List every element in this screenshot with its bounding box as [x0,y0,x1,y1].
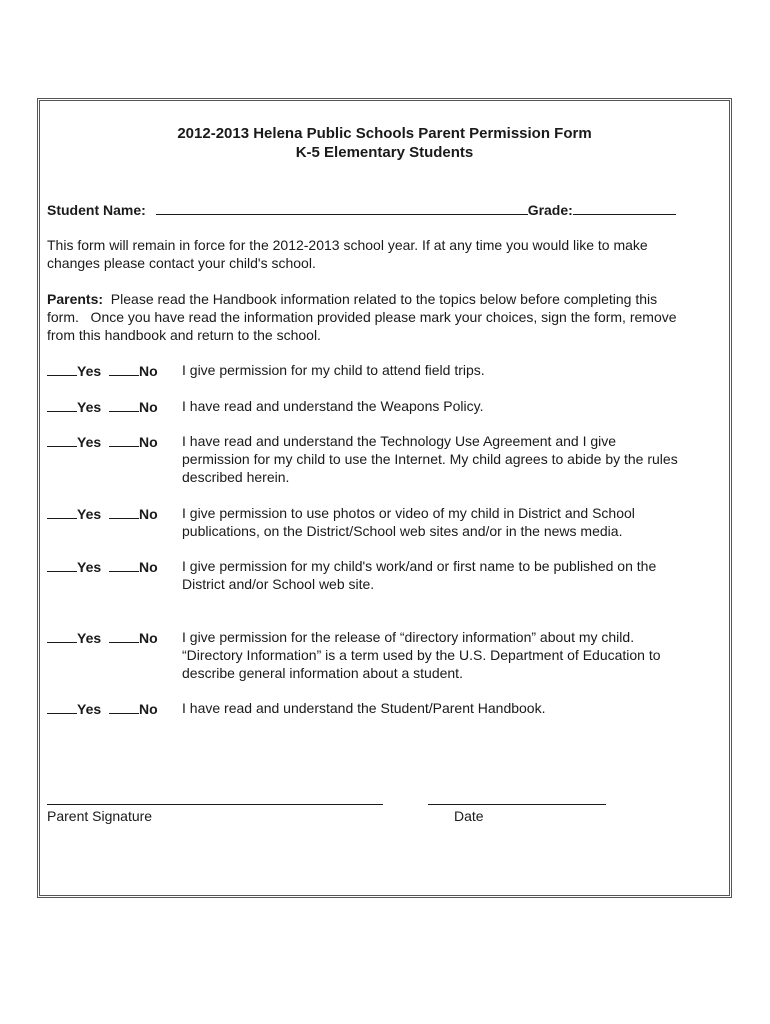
statement-line: “Directory Information” is a term used by the U.S. Department of Education to [182,647,661,663]
statement-line: I give permission for the release of “directory information” about my child. [182,629,635,645]
statement-line: District and/or School web site. [182,576,375,592]
yes-no-choice [47,557,158,576]
statement-line: I give permission for my child to attend field trips. [182,362,485,378]
statement-line: permission for my child to use the Internet. My child agrees to abide by the rules [182,451,678,467]
statement-line: I have read and understand the Technology Use Agreement and I give [182,433,617,449]
no-blank[interactable] [109,504,139,519]
parents-line-2: form. Once you have read the information provided please mark your choices, sign the form, remove [47,309,677,325]
form-title: 2012-2013 Helena Public Schools Parent Permission Form [177,125,592,142]
yes-label: Yes [77,399,102,415]
no-blank[interactable] [109,432,139,447]
date-line[interactable] [428,804,606,805]
statement-line: publications, on the District/School web sites and/or in the news media. [182,523,623,539]
no-label: No [139,701,158,717]
intro-line-2: changes please contact your child's school. [47,255,316,271]
yes-label: Yes [77,363,102,379]
no-label: No [139,434,158,450]
yes-label: Yes [77,434,102,450]
parents-line-3: from this handbook and return to the school. [47,327,321,343]
yes-no-choice [47,699,158,718]
statement-line: I give permission for my child's work/and or first name to be published on the [182,558,657,574]
no-blank[interactable] [109,397,139,412]
yes-label: Yes [77,559,102,575]
permission-form [37,98,732,898]
no-label: No [139,363,158,379]
yes-blank[interactable] [47,397,77,412]
parent-signature-line[interactable] [47,804,383,805]
parents-text-1: Please read the Handbook information related to the topics below before completing this [103,291,658,307]
permission-statement [182,432,678,486]
yes-no-choice [47,397,158,416]
grade-field[interactable] [573,200,676,215]
yes-blank[interactable] [47,699,77,714]
student-name-row [47,200,676,219]
statement-line: I have read and understand the Student/Parent Handbook. [182,700,546,716]
intro-line-1: This form will remain in force for the 2012-2013 school year. If at any time you would like to make [47,237,648,253]
student-name-label: Student Name: [47,202,146,218]
yes-label: Yes [77,506,102,522]
permission-statement [182,361,485,379]
parent-signature-label: Parent Signature [47,808,153,824]
no-blank[interactable] [109,557,139,572]
yes-no-choice [47,361,158,380]
yes-blank[interactable] [47,361,77,376]
grade-label: Grade: [527,202,573,218]
statement-line: describe general information about a student. [182,665,463,681]
yes-label: Yes [77,630,102,646]
yes-label: Yes [77,701,102,717]
no-blank[interactable] [109,628,139,643]
yes-no-choice [47,432,158,451]
no-label: No [139,630,158,646]
student-name-field[interactable] [156,200,528,215]
permission-statement [182,397,483,415]
statement-line: I have read and understand the Weapons Policy. [182,398,484,414]
parents-label: Parents: [47,291,104,307]
permission-statement [182,699,546,717]
permission-statement [182,504,635,540]
no-blank[interactable] [109,699,139,714]
yes-blank[interactable] [47,432,77,447]
statement-line: described herein. [182,469,290,485]
no-blank[interactable] [109,361,139,376]
yes-blank[interactable] [47,504,77,519]
no-label: No [139,559,158,575]
permission-statement [182,628,661,682]
permission-statement [182,557,656,593]
yes-blank[interactable] [47,628,77,643]
no-label: No [139,506,158,522]
date-label: Date [454,808,484,824]
yes-no-choice [47,504,158,523]
no-label: No [139,399,158,415]
statement-line: I give permission to use photos or video of my child in District and School [182,505,635,521]
yes-no-choice [47,628,158,647]
form-subtitle: K-5 Elementary Students [295,144,474,161]
parents-line-1 [47,290,657,308]
yes-blank[interactable] [47,557,77,572]
